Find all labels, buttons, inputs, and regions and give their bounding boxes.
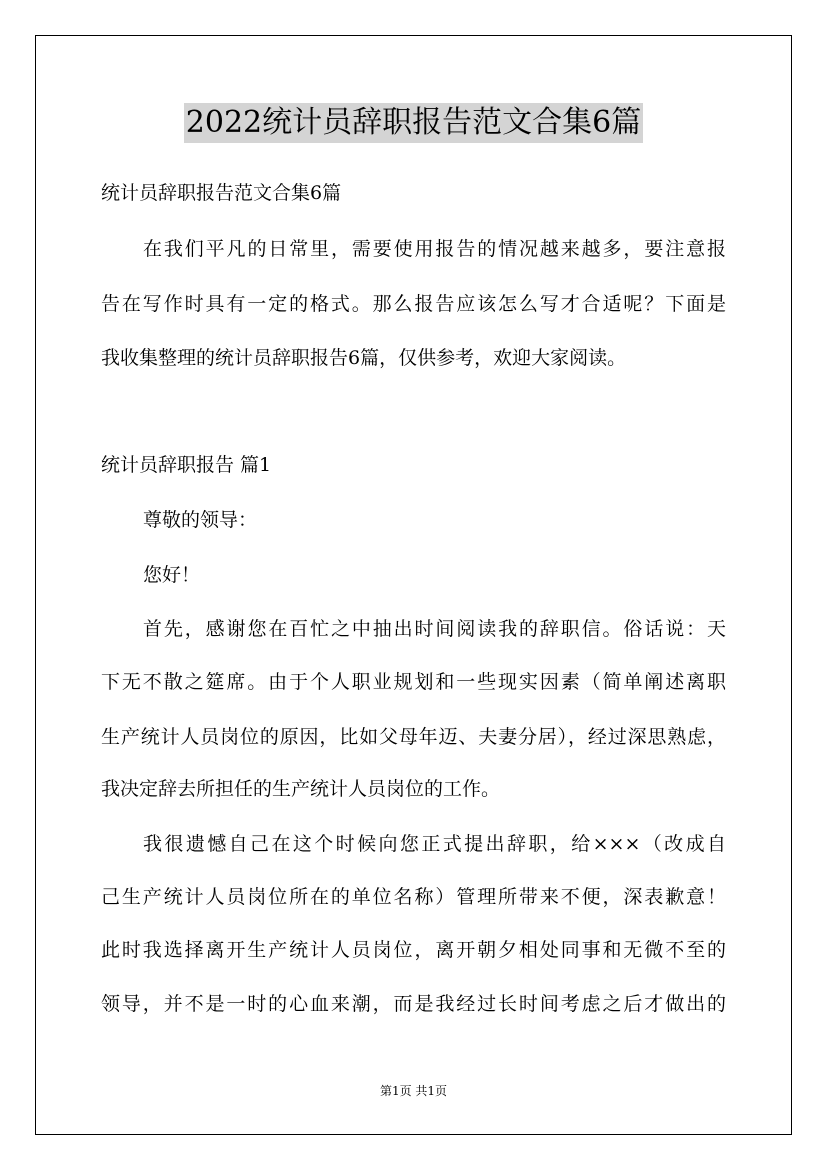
para2-line-4: 领导，并不是一时的心血来潮，而是我经过长时间考虑之后才做出的 <box>101 993 726 1015</box>
page-footer: 第1页 共1页 <box>379 1084 448 1098</box>
para2-line-1: 我很遗憾自己在这个时候向您正式提出辞职，给×××（改成自 <box>143 833 726 855</box>
document-title: 2022统计员辞职报告范文合集6篇 <box>184 103 643 143</box>
para2-line-2: 己生产统计人员岗位所在的单位名称）管理所带来不便，深表歉意！ <box>101 886 726 908</box>
para1-line-4: 我决定辞去所担任的生产统计人员岗位的工作。 <box>101 778 501 800</box>
greeting: 您好！ <box>143 564 201 586</box>
section-heading: 统计员辞职报告 篇1 <box>101 454 272 476</box>
title-container <box>0 103 827 143</box>
intro-line-3: 我收集整理的统计员辞职报告6篇，仅供参考，欢迎大家阅读。 <box>101 347 627 369</box>
intro-line-2: 告在写作时具有一定的格式。那么报告应该怎么写才合适呢？下面是 <box>101 293 726 315</box>
para2-line-3: 此时我选择离开生产统计人员岗位，离开朝夕相处同事和无微不至的 <box>101 939 726 961</box>
document-subtitle: 统计员辞职报告范文合集6篇 <box>101 182 342 204</box>
intro-line-1: 在我们平凡的日常里，需要使用报告的情况越来越多，要注意报 <box>143 238 726 260</box>
para1-line-2: 下无不散之筵席。由于个人职业规划和一些现实因素（简单阐述离职 <box>101 671 726 693</box>
para1-line-1: 首先，感谢您在百忙之中抽出时间阅读我的辞职信。俗话说：天 <box>143 618 726 640</box>
salutation: 尊敬的领导： <box>143 509 258 531</box>
para1-line-3: 生产统计人员岗位的原因，比如父母年迈、夫妻分居），经过深思熟虑， <box>101 726 726 748</box>
